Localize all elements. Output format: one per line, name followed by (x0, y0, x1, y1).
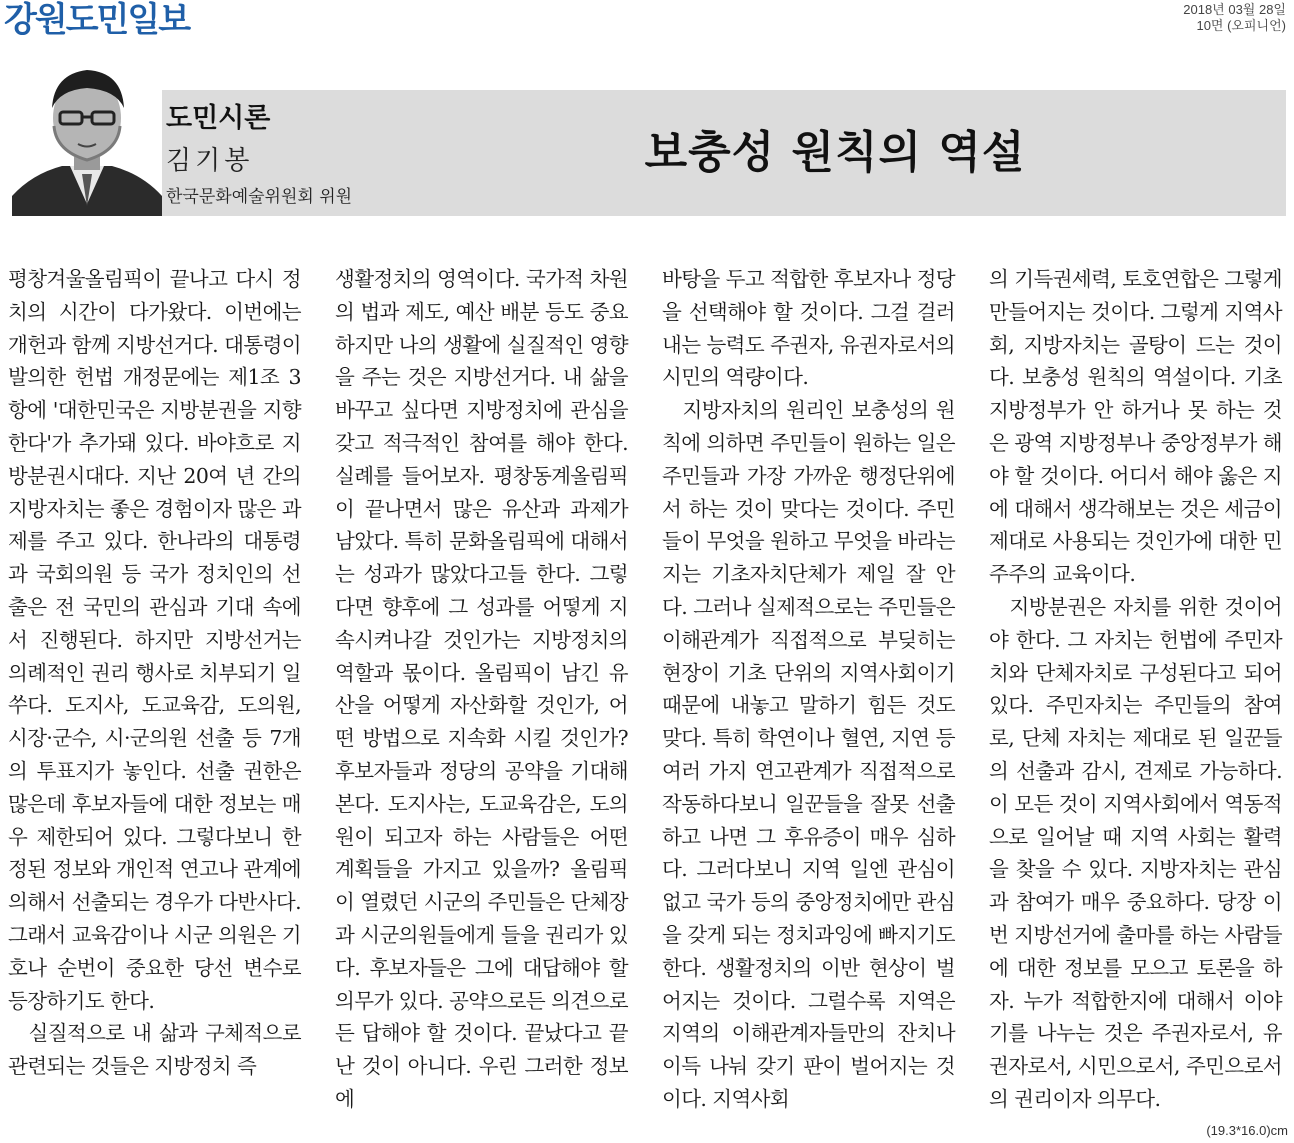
article-column-4 (989, 263, 1282, 1119)
publication-info (1183, 2, 1286, 34)
paragraph: 지방자치의 원리인 보충성의 원칙에 의하면 주민들이 원하는 일은 주민들과 가장 가까운 행정단위에서 하는 것이 맞다는 것이다. 주민들이 무엇을 원하고 무엇을 바라는 지는 기초자치단체가 제일 잘 안다. 그러나 실제적으로는 주민들은 이해관계가 직접적으로 부딪히는 현장이 기초 단위의 지역사회이기 때문에 내놓고 말하기 힘든 것도 맞다. 특히 학연이나 혈연, 지연 등 여러 가지 연고관계가 직접적으로 작동하다보니 일꾼들을 잘못 선출하고 나면 그 후유증이 매우 심하다. 그러다보니 지역 일엔 관심이 없고 국가 등의 중앙정치에만 관심을 갖게 되는 정치과잉에 빠지기도 한다. 생활정치의 이반 현상이 벌어지는 것이다. 그럴수록 지역은 지역의 이해관계자들만의 잔치나 이득 나눠 갖기 판이 벌어지는 것이다. 지역사회 (662, 398, 955, 1111)
column-name: 도민시론 (166, 103, 271, 134)
author-name: 김기봉 (166, 146, 254, 176)
article-body (8, 263, 1284, 1119)
author-portrait-icon (12, 56, 162, 216)
paragraph: 지방분권은 자치를 위한 것이어야 한다. 그 자치는 헌법에 주민자치와 단체자치로 구성된다고 되어 있다. 주민자치는 주민들의 참여로, 단체 자치는 제대로 된 일꾼들의 선출과 감시, 견제로 가능하다. 이 모든 것이 지역사회에서 역동적으로 일어날 때 지역 사회는 활력을 찾을 수 있다. 지방자치는 관심과 참여가 매우 중요하다. 당장 이번 지방선거에 출마를 하는 사람들에 대한 정보를 모으고 토론을 하자. 누가 적합한지에 대해서 이야기를 나누는 것은 주권자로서, 유권자로서, 시민으로서, 주민으로서의 권리이자 의무다. (989, 594, 1282, 1111)
paragraph: 바탕을 두고 적합한 후보자나 정당을 선택해야 할 것이다. 그걸 걸러내는 능력도 주권자, 유권자로서의 시민의 역량이다. (662, 267, 955, 390)
publication-date: 2018년 03월 28일 (1183, 2, 1286, 17)
page-section: 10면 (오피니언) (1196, 18, 1286, 33)
paragraph: 평창겨울올림픽이 끝나고 다시 정치의 시간이 다가왔다. 이번에는 개헌과 함께 지방선거다. 대통령이 발의한 헌법 개정문에는 제1조 3항에 '대한민국은 지방분권을 지향한다'가 추가돼 있다. 바야흐로 지방분권시대다. 지난 20여 년 간의 지방자치는 좋은 경험이자 많은 과제를 주고 있다. 한나라의 대통령과 국회의원 등 국가 정치인의 선출은 전 국민의 관심과 기대 속에서 진행된다. 하지만 지방선거는 의례적인 권리 행사로 치부되기 일쑤다. 도지사, 도교육감, 도의원, 시장·군수, 시·군의원 선출 등 7개의 투표지가 놓인다. 선출 권한은 많은데 후보자들에 대한 정보는 매우 제한되어 있다. 그렇다보니 한정된 정보와 개인적 연고나 관계에 의해서 선출되는 경우가 다반사다. 그래서 교육감이나 시군 의원은 기호나 순번이 중요한 당선 변수로 등장하기도 한다. (8, 267, 301, 1013)
masthead-logo: 강원도민일보 (4, 0, 190, 40)
article-column-3 (662, 263, 955, 1119)
paragraph: 의 기득권세력, 토호연합은 그렇게 만들어지는 것이다. 그렇게 지역사회, 지방자치는 골탕이 드는 것이다. 보충성 원칙의 역설이다. 기초 지방정부가 안 하거나 못 하는 것은 광역 지방정부나 중앙정부가 해야 할 것이다. 어디서 해야 옳은 지에 대해서 생각해보는 것은 세금이 제대로 사용되는 것인가에 대한 민주주의 교육이다. (989, 267, 1282, 587)
article-size-note: (19.3*16.0)cm (1206, 1123, 1288, 1138)
article-column-1 (8, 263, 301, 1119)
author-title: 한국문화예술위원회 위원 (166, 187, 353, 207)
article-headline: 보충성 원칙의 역설 (644, 127, 1026, 178)
article-column-2 (335, 263, 628, 1119)
paragraph: 실질적으로 내 삶과 구체적으로 관련되는 것들은 지방정치 즉 (8, 1021, 301, 1079)
paragraph: 생활정치의 영역이다. 국가적 차원의 법과 제도, 예산 배분 등도 중요하지만 나의 생활에 실질적인 영향을 주는 것은 지방선거다. 내 삶을 바꾸고 싶다면 지방정치에 관심을 갖고 적극적인 참여를 해야 한다. 실례를 들어보자. 평창동계올림픽이 끝나면서 많은 유산과 과제가 남았다. 특히 문화올림픽에 대해서는 성과가 많았다고들 한다. 그렇다면 향후에 그 성과를 어떻게 지속시켜나갈 것인가는 지방정치의 역할과 몫이다. 올림픽이 남긴 유산을 어떻게 자산화할 것인가, 어떤 방법으로 지속화 시킬 것인가? 후보자들과 정당의 공약을 기대해본다. 도지사는, 도교육감은, 도의원이 되고자 하는 사람들은 어떤 계획들을 가지고 있을까? 올림픽이 열렸던 시군의 주민들은 단체장과 시군의원들에게 들을 권리가 있다. 후보자들은 그에 대답해야 할 의무가 있다. 공약으로든 의견으로든 답해야 할 것이다. 끝났다고 끝난 것이 아니다. 우린 그러한 정보에 (335, 267, 628, 1111)
